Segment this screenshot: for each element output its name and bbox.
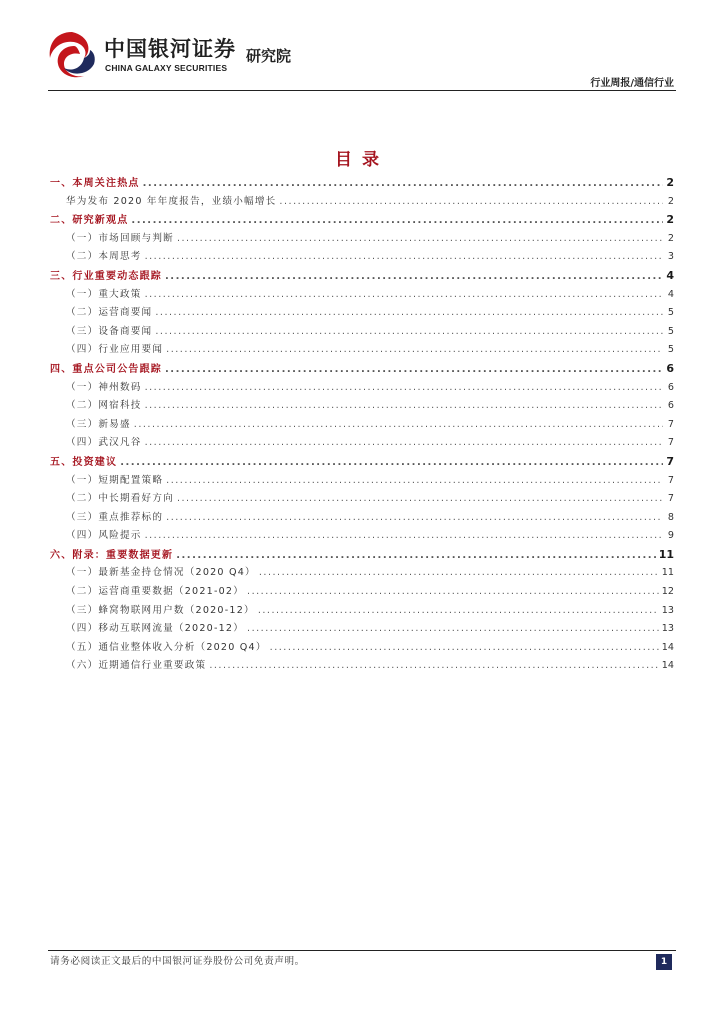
toc-entry-label: 四、重点公司公告跟踪 [50, 363, 162, 375]
toc-entry-page: 6 [667, 400, 674, 412]
toc-dot-leader [143, 175, 663, 194]
toc-subsection-entry[interactable] [50, 472, 674, 491]
toc-entry-label: 五、投资建议 [50, 456, 118, 468]
toc-dot-leader [145, 397, 663, 416]
toc-entry-label: （三）重点推荐标的 [66, 511, 164, 523]
toc-entry-label: （二）运营商重要数据（2021-02） [66, 586, 245, 598]
toc-entry-label: （三）新易盛 [66, 418, 131, 430]
toc-subsection-entry[interactable] [50, 564, 674, 583]
toc-subsection-entry[interactable] [50, 527, 674, 546]
toc-entry-label: （一）最新基金持仓情况（2020 Q4） [66, 567, 256, 579]
toc-entry-label: （四）武汉凡谷 [66, 437, 142, 449]
toc-entry-label: （二）网宿科技 [66, 400, 142, 412]
toc-dot-leader [120, 454, 663, 473]
toc-entry-label: （三）设备商要闻 [66, 325, 153, 337]
toc-entry-label: （四）移动互联网流量（2020-12） [66, 623, 245, 635]
toc-dot-leader [131, 212, 663, 231]
toc-dot-leader [165, 268, 663, 287]
toc-entry-page: 7 [667, 474, 674, 486]
toc-entry-page: 7 [667, 437, 674, 449]
toc-dot-leader [155, 323, 663, 342]
toc-dot-leader [279, 193, 663, 212]
toc-entry-label: 二、研究新观点 [50, 215, 129, 227]
toc-entry-label: （五）通信业整体收入分析（2020 Q4） [66, 641, 267, 653]
toc-entry-page: 5 [667, 307, 674, 319]
toc-subsection-entry[interactable] [50, 286, 674, 305]
toc-entry-page: 13 [661, 623, 674, 635]
toc-entry-page: 12 [661, 586, 674, 598]
toc-dot-leader [145, 286, 663, 305]
brand-name-en: CHINA GALAXY SECURITIES [105, 63, 228, 73]
toc-entry-page: 9 [667, 530, 674, 542]
toc-entry-label: 华为发布 2020 年年度报告，业绩小幅增长 [66, 195, 277, 207]
toc-dot-leader [247, 583, 659, 602]
toc-section-entry[interactable] [50, 453, 674, 472]
toc-entry-label: 一、本周关注热点 [50, 178, 140, 189]
toc-section-entry[interactable] [50, 211, 674, 230]
toc-entry-label: （一）神州数码 [66, 381, 142, 393]
toc-dot-leader [145, 527, 663, 546]
toc-entry-label: （二）运营商要闻 [66, 307, 153, 319]
toc-entry-page: 6 [667, 381, 674, 393]
toc-dot-leader [177, 490, 663, 509]
toc-entry-page: 2 [666, 213, 674, 227]
toc-subsection-entry[interactable] [50, 230, 674, 249]
toc-dot-leader [176, 547, 655, 566]
toc-entry-label: （一）重大政策 [66, 288, 142, 300]
toc-subsection-entry[interactable] [50, 341, 674, 360]
toc-dot-leader [166, 509, 663, 528]
toc-subsection-entry[interactable] [50, 602, 674, 621]
toc-subsection-entry[interactable] [50, 193, 674, 212]
toc-subsection-entry[interactable] [50, 379, 674, 398]
toc-subsection-entry[interactable] [50, 397, 674, 416]
toc-entry-page: 4 [666, 268, 674, 282]
toc-subsection-entry[interactable] [50, 639, 674, 658]
toc-section-entry[interactable] [50, 546, 674, 565]
toc-entry-page: 2 [667, 195, 674, 207]
toc-section-entry[interactable] [50, 174, 674, 193]
toc-entry-page: 7 [667, 493, 674, 505]
toc-entry-label: （一）短期配置策略 [66, 474, 164, 486]
toc-entry-label: （六）近期通信行业重要政策 [66, 660, 207, 672]
toc-dot-leader [259, 564, 659, 583]
toc-entry-label: （四）风险提示 [66, 530, 142, 542]
toc-dot-leader [166, 472, 663, 491]
breadcrumb: 行业周报/通信行业 [590, 78, 674, 89]
toc-entry-page: 11 [661, 567, 674, 579]
toc-entry-page: 6 [666, 361, 674, 375]
footer-divider [48, 950, 676, 951]
toc-entry-page: 2 [666, 176, 674, 189]
toc-dot-leader [258, 602, 659, 621]
toc-entry-page: 4 [667, 288, 674, 300]
toc-entry-label: （一）市场回顾与判断 [66, 232, 174, 244]
toc-entry-page: 11 [658, 547, 674, 561]
toc-dot-leader [145, 434, 663, 453]
toc-entry-page: 14 [661, 660, 674, 672]
toc-subsection-entry[interactable] [50, 323, 674, 342]
toc-dot-leader [270, 639, 659, 658]
toc-subsection-entry[interactable] [50, 304, 674, 323]
footer-disclaimer: 请务必阅读正文最后的中国银河证券股份公司免责声明。 [50, 956, 305, 967]
toc-dot-leader [209, 657, 658, 676]
toc-dot-leader [134, 416, 663, 435]
header-divider [48, 90, 676, 91]
toc-subsection-entry[interactable] [50, 583, 674, 602]
toc-entry-page: 5 [667, 325, 674, 337]
toc-entry-page: 8 [667, 511, 674, 523]
toc-entry-page: 13 [661, 604, 674, 616]
institute-label: 研究院 [246, 47, 292, 65]
toc-title: 目录 [335, 150, 389, 170]
toc-entry-page: 7 [667, 418, 674, 430]
toc-entry-page: 5 [667, 344, 674, 356]
toc-subsection-entry[interactable] [50, 509, 674, 528]
toc-subsection-entry[interactable] [50, 657, 674, 676]
toc-entry-page: 2 [667, 232, 674, 244]
toc-entry-label: 六、附录：重要数据更新 [50, 549, 174, 561]
table-of-contents [50, 174, 674, 676]
toc-subsection-entry[interactable] [50, 620, 674, 639]
toc-section-entry[interactable] [50, 360, 674, 379]
toc-entry-label: 三、行业重要动态跟踪 [50, 270, 162, 282]
page-number-badge: 1 [656, 954, 672, 970]
toc-subsection-entry[interactable] [50, 416, 674, 435]
toc-entry-page: 7 [666, 454, 674, 468]
toc-subsection-entry[interactable] [50, 248, 674, 267]
toc-subsection-entry[interactable] [50, 434, 674, 453]
galaxy-logo-icon [44, 28, 100, 84]
toc-entry-page: 14 [661, 641, 674, 653]
toc-dot-leader [166, 341, 663, 360]
toc-subsection-entry[interactable] [50, 490, 674, 509]
brand-name-cn: 中国银河证券 [104, 37, 236, 61]
toc-dot-leader [177, 230, 663, 249]
toc-dot-leader [247, 620, 659, 639]
toc-entry-page: 3 [667, 251, 674, 263]
toc-entry-label: （二）中长期看好方向 [66, 493, 174, 505]
toc-entry-label: （二）本周思考 [66, 251, 142, 263]
toc-entry-label: （三）蜂窝物联网用户数（2020-12） [66, 604, 255, 616]
page-header [0, 0, 724, 92]
toc-entry-label: （四）行业应用要闻 [66, 344, 164, 356]
toc-dot-leader [165, 361, 663, 380]
toc-dot-leader [145, 248, 663, 267]
toc-section-entry[interactable] [50, 267, 674, 286]
toc-dot-leader [145, 379, 663, 398]
toc-dot-leader [155, 304, 663, 323]
